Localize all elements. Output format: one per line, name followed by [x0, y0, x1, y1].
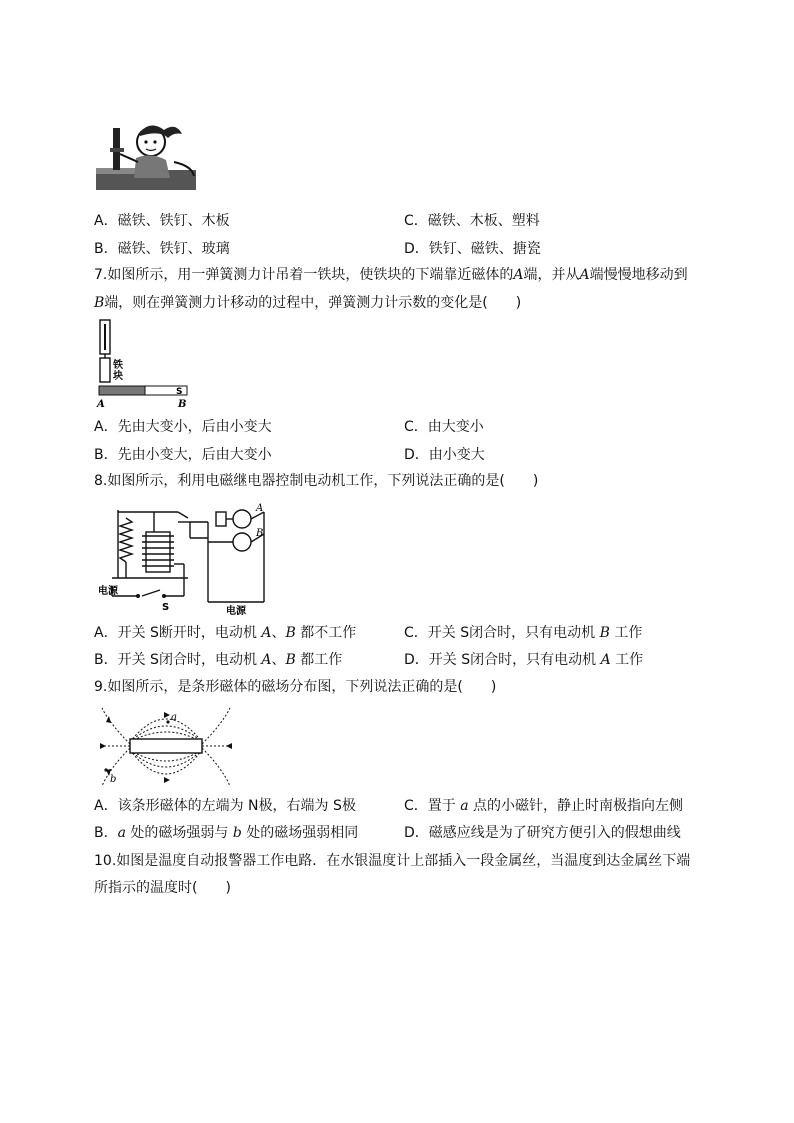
q6-option-b	[94, 240, 230, 258]
option-text: 开关 S闭合时，电动机	[117, 652, 262, 668]
q9-figure	[96, 704, 236, 790]
q7-stem-line2	[94, 294, 521, 312]
option-text: 磁感应线是为了研究方便引入的假想曲线	[428, 825, 681, 841]
q8-figure	[98, 498, 270, 616]
option-label: B．	[94, 241, 118, 257]
a-label: A	[97, 399, 105, 410]
q10-text: 10.如图是温度自动报警器工作电路．在水银温度计上部插入一段金属丝，当温度到达金属丝下端	[94, 853, 691, 869]
power-label-right: 电源	[226, 606, 246, 616]
option-text: 都工作	[295, 652, 343, 668]
q7-option-a	[94, 418, 272, 436]
s-label: S	[176, 387, 183, 397]
q9-stem	[94, 678, 496, 696]
option-label: D．	[404, 447, 429, 463]
motor-a	[233, 510, 251, 528]
bar-magnet-left	[99, 386, 145, 395]
q8-text: 8.如图所示，利用电磁继电器控制电动机工作，下列说法正确的是( )	[94, 473, 539, 489]
var: A	[261, 625, 272, 641]
option-text: 开关 S断开时，电动机	[117, 625, 262, 641]
option-text: 处的磁场强弱与	[125, 825, 233, 841]
option-text: 工作	[610, 652, 644, 668]
iron-block	[100, 358, 110, 382]
option-label: A．	[94, 213, 118, 229]
b-label: B	[178, 399, 187, 410]
field-line	[202, 748, 230, 786]
option-text: 磁铁、木板、塑料	[427, 213, 540, 229]
power-label-left: 电源	[98, 586, 118, 597]
switch-s	[142, 590, 160, 596]
option-text: 铁钉、磁铁、搪瓷	[428, 241, 541, 257]
option-text: 点的小磁针，静止时南极指向左侧	[468, 798, 684, 814]
q7-text: 端，则在弹簧测力计移动的过程中，弹簧测力计示数的变化是( )	[104, 295, 522, 311]
q8-option-b	[94, 651, 342, 669]
option-label: B．	[94, 652, 118, 668]
option-text: 开关 S闭合时，只有电动机	[427, 625, 600, 641]
var: b	[232, 825, 242, 841]
option-text: 都不工作	[295, 625, 357, 641]
option-text: 该条形磁体的左端为 N极，右端为 S极	[117, 798, 356, 814]
option-text: 由小变大	[428, 447, 485, 463]
motor-b-label: B	[256, 528, 264, 539]
coil-windings	[142, 536, 174, 566]
option-text: 磁铁、铁钉、木板	[117, 213, 230, 229]
q7-figure	[94, 318, 194, 410]
q9-option-c	[404, 797, 683, 815]
q10-stem-line1	[94, 852, 690, 870]
q8-option-d	[404, 651, 643, 669]
option-label: D．	[404, 825, 429, 841]
a-label: a	[171, 712, 177, 723]
option-label: D．	[404, 652, 429, 668]
q7-option-d	[404, 446, 485, 464]
field-line	[202, 708, 230, 744]
b-label: b	[110, 774, 117, 785]
option-label: D．	[404, 241, 429, 257]
option-label: B．	[94, 447, 118, 463]
motor-a-label: A	[256, 503, 264, 514]
option-label: C．	[404, 625, 428, 641]
q7-stem-line1	[94, 266, 688, 284]
q8-stem	[94, 472, 538, 490]
option-label: B．	[94, 825, 118, 841]
var-a: A	[579, 267, 590, 283]
option-label: A．	[94, 798, 118, 814]
option-text: 开关 S闭合时，只有电动机	[428, 652, 601, 668]
var-b: B	[94, 295, 105, 311]
var: a	[460, 798, 469, 814]
var-a: A	[513, 267, 524, 283]
q10-text: 所指示的温度时( )	[94, 880, 231, 896]
var: a	[117, 825, 126, 841]
q7-option-c	[404, 418, 484, 436]
q8-option-a	[94, 624, 356, 642]
option-text: 磁铁、铁钉、玻璃	[117, 241, 230, 257]
var: B	[599, 625, 610, 641]
option-label: A．	[94, 625, 118, 641]
q6-option-c	[404, 212, 540, 230]
var: B	[285, 625, 296, 641]
q6-option-d	[404, 240, 541, 258]
option-text: 、	[271, 652, 286, 668]
option-text: 处的磁场强弱相同	[241, 825, 359, 841]
option-label: C．	[404, 213, 428, 229]
block-label: 块	[113, 371, 123, 382]
point-b	[104, 768, 107, 771]
q9-option-a	[94, 797, 356, 815]
motor-a-body	[216, 512, 226, 526]
bar-magnet	[130, 739, 202, 753]
q9-option-d	[404, 824, 681, 842]
option-label: A．	[94, 419, 118, 435]
q9-text: 9.如图所示，是条形磁体的磁场分布图，下列说法正确的是( )	[94, 679, 497, 695]
field-line	[102, 708, 130, 744]
switch-label: S	[162, 602, 170, 613]
q9-option-b	[94, 824, 358, 842]
option-text: 工作	[609, 625, 643, 641]
q7-text: 端慢慢地移动到	[589, 267, 688, 283]
q6-figure	[96, 118, 196, 190]
option-text: 先由小变大，后由大变小	[117, 447, 272, 463]
var: A	[261, 652, 272, 668]
q7-option-b	[94, 446, 272, 464]
var: A	[600, 652, 611, 668]
q10-stem-line2	[94, 879, 231, 897]
point-a	[166, 720, 169, 723]
q6-option-a	[94, 212, 230, 230]
relay-spring	[120, 518, 132, 562]
option-label: C．	[404, 419, 428, 435]
option-text: 置于	[427, 798, 461, 814]
option-text: 由大变小	[427, 419, 484, 435]
block-label: 铁	[113, 360, 123, 371]
option-text: 先由大变小，后由小变大	[117, 419, 272, 435]
q8-option-c	[404, 624, 642, 642]
option-label: C．	[404, 798, 428, 814]
option-text: 、	[271, 625, 286, 641]
q7-text: 7.如图所示，用一弹簧测力计吊着一铁块，使铁块的下端靠近磁体的	[94, 267, 514, 283]
var: B	[285, 652, 296, 668]
q7-text: 端，并从	[523, 267, 580, 283]
motor-b	[233, 533, 251, 551]
